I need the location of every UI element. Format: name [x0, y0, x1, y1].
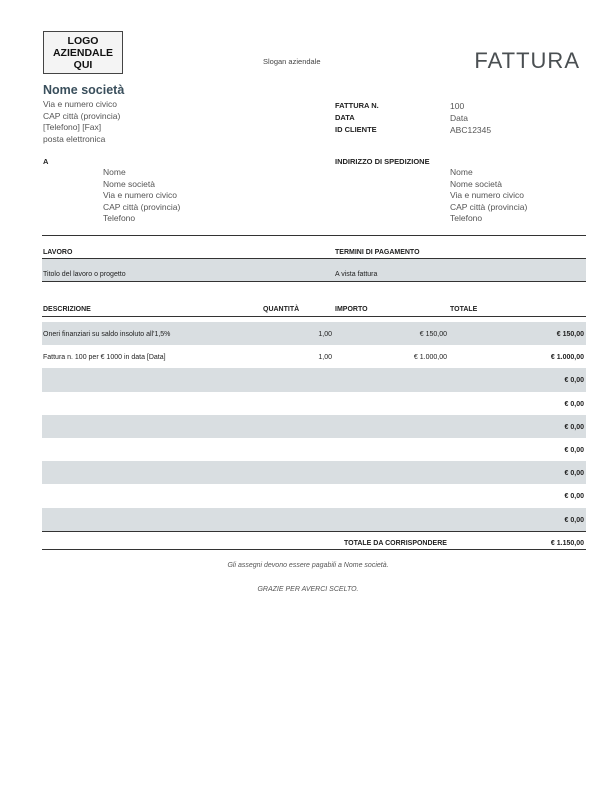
table-row — [42, 368, 586, 391]
item-amount: € 150,00 — [419, 331, 447, 338]
address-line: Via e numero civico — [43, 99, 118, 109]
item-quantity: 1,00 — [318, 354, 332, 362]
item-total: € 0,00 — [564, 377, 584, 385]
invoice-meta-labels — [335, 100, 379, 136]
item-total: € 0,00 — [564, 470, 584, 478]
grand-total-value: € 1.150,00 — [550, 540, 584, 547]
customer-id-label: ID CLIENTE — [335, 125, 377, 134]
company-address — [43, 99, 120, 145]
job-title-value: Titolo del lavoro o progetto — [43, 271, 126, 278]
table-row — [42, 415, 586, 438]
divider — [42, 549, 586, 550]
item-total: € 0,00 — [564, 423, 584, 431]
table-row — [42, 345, 586, 368]
item-description: Fattura n. 100 per € 1000 in data [Data] — [43, 354, 166, 362]
address-line: CAP città (provincia) — [450, 201, 528, 212]
invoice-number-label: FATTURA N. — [335, 101, 379, 110]
invoice-date-label: DATA — [335, 113, 355, 122]
address-line: CAP città (provincia) — [43, 110, 121, 121]
payment-terms-value: A vista fattura — [335, 271, 378, 278]
item-total: € 150,00 — [556, 331, 584, 338]
item-total: € 0,00 — [564, 493, 584, 501]
address-line: Nome — [450, 167, 473, 177]
address-line: Nome società — [103, 178, 155, 189]
bill-to-address — [103, 167, 180, 225]
divider — [42, 531, 586, 532]
table-row — [42, 508, 586, 531]
amount-header: IMPORTO — [335, 306, 368, 313]
item-total: € 0,00 — [564, 516, 584, 524]
invoice-title: FATTURA — [474, 48, 580, 73]
thank-you-note: GRAZIE PER AVERCI SCELTO. — [257, 586, 359, 593]
ship-to-label: INDIRIZZO DI SPEDIZIONE — [335, 157, 430, 166]
address-line: CAP città (provincia) — [103, 201, 181, 212]
table-row — [42, 438, 586, 461]
divider — [42, 281, 586, 282]
phone-fax-line: [Telefono] [Fax] — [43, 122, 102, 132]
bill-to-label: A — [43, 157, 49, 166]
company-logo — [43, 31, 123, 74]
total-header: TOTALE — [450, 306, 478, 313]
payment-terms-header: TERMINI DI PAGAMENTO — [335, 249, 420, 256]
checks-payable-note: Gli assegni devono essere pagabili a Nome società. — [227, 562, 389, 569]
invoice-meta-values — [450, 100, 491, 136]
logo-text: LOGO AZIENDALE QUI — [52, 34, 114, 71]
ship-to-address — [450, 167, 527, 225]
divider — [42, 235, 586, 236]
divider — [42, 316, 586, 317]
line-items-table — [42, 322, 586, 531]
table-row — [42, 461, 586, 484]
address-line: Via e numero civico — [103, 190, 178, 200]
job-header: LAVORO — [43, 249, 73, 256]
address-line: Telefono — [450, 213, 483, 223]
invoice-date-value: Data — [450, 113, 468, 123]
invoice-number-value: 100 — [450, 101, 465, 111]
item-amount: € 1.000,00 — [413, 354, 447, 362]
table-row — [42, 484, 586, 507]
email-line: posta elettronica — [43, 133, 106, 144]
address-line: Via e numero civico — [450, 190, 525, 200]
customer-id-value: ABC12345 — [450, 125, 492, 135]
item-total: € 0,00 — [564, 446, 584, 454]
address-line: Nome — [103, 167, 126, 177]
quantity-header: QUANTITÀ — [263, 306, 300, 313]
item-description: Oneri finanziari su saldo insoluto all'1,5% — [43, 331, 171, 338]
address-line: Nome società — [450, 178, 502, 189]
item-total: € 1.000,00 — [550, 354, 584, 362]
company-slogan: Slogan aziendale — [263, 57, 321, 66]
item-total: € 0,00 — [564, 400, 584, 408]
description-header: DESCRIZIONE — [43, 306, 91, 313]
grand-total-label: TOTALE DA CORRISPONDERE — [344, 540, 447, 547]
table-row — [42, 322, 586, 345]
company-name: Nome società — [43, 83, 125, 97]
item-quantity: 1,00 — [318, 331, 332, 338]
table-row — [42, 392, 586, 415]
address-line: Telefono — [103, 213, 136, 223]
